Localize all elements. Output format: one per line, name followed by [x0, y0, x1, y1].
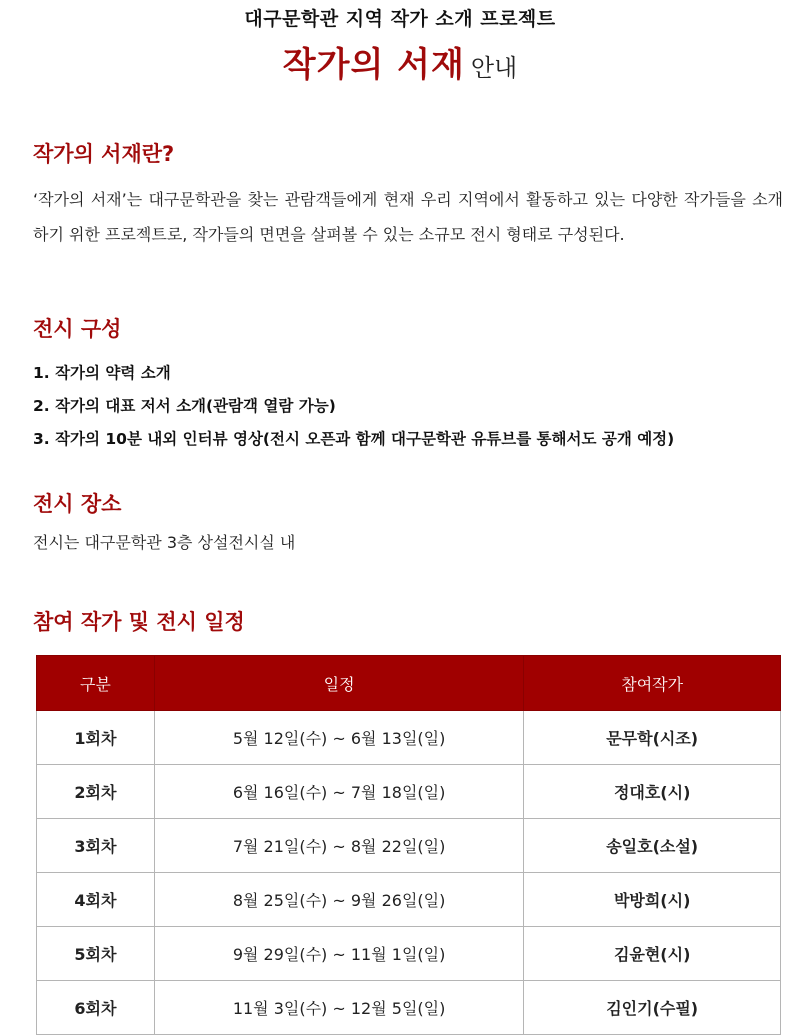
author-cell: 문무학(시조) — [524, 711, 781, 765]
round-cell: 5회차 — [37, 927, 155, 981]
page-title-suffix: 안내 — [470, 54, 518, 82]
table-row — [37, 819, 781, 873]
author-cell: 송일호(소설) — [524, 819, 781, 873]
period-cell: 9월 29일(수) ~ 11월 1일(일) — [154, 927, 523, 981]
table-row — [37, 711, 781, 765]
period-cell: 11월 3일(수) ~ 12월 5일(일) — [154, 981, 523, 1035]
composition-section — [33, 313, 783, 456]
period-cell: 6월 16일(수) ~ 7월 18일(일) — [154, 765, 523, 819]
composition-list — [33, 357, 783, 456]
project-subtitle: 대구문학관 지역 작가 소개 프로젝트 — [244, 8, 556, 30]
venue-body: 전시는 대구문학관 3층 상설전시실 내 — [33, 533, 296, 552]
table-row — [37, 873, 781, 927]
about-body: ‘작가의 서재’는 대구문학관을 찾는 관람객들에게 현재 우리 지역에서 활동하고 있는 다양한 작가들을 소개하기 위한 프로젝트로, 작가들의 면면을 살펴볼 수 있는 소규모 전시 형태로 구성된다. — [33, 190, 783, 244]
round-cell: 3회차 — [37, 819, 155, 873]
composition-heading: 전시 구성 — [33, 317, 122, 341]
author-cell: 정대호(시) — [524, 765, 781, 819]
about-section — [33, 138, 783, 252]
author-cell: 박방희(시) — [524, 873, 781, 927]
column-header-author: 참여작가 — [524, 656, 781, 711]
page-title: 작가의 서재 — [282, 45, 465, 85]
table-header-row — [37, 656, 781, 711]
period-cell: 8월 25일(수) ~ 9월 26일(일) — [154, 873, 523, 927]
author-cell: 김인기(수필) — [524, 981, 781, 1035]
list-item: 2. 작가의 대표 저서 소개(관람객 열람 가능) — [33, 397, 336, 415]
column-header-period: 일정 — [154, 656, 523, 711]
document-header — [0, 0, 800, 86]
round-cell: 2회차 — [37, 765, 155, 819]
column-header-round: 구분 — [37, 656, 155, 711]
round-cell: 4회차 — [37, 873, 155, 927]
schedule-heading: 참여 작가 및 전시 일정 — [33, 610, 245, 634]
table-row — [37, 927, 781, 981]
period-cell: 7월 21일(수) ~ 8월 22일(일) — [154, 819, 523, 873]
venue-heading: 전시 장소 — [33, 492, 122, 516]
venue-section — [33, 488, 783, 553]
round-cell: 6회차 — [37, 981, 155, 1035]
schedule-section — [33, 606, 783, 636]
round-cell: 1회차 — [37, 711, 155, 765]
list-item: 3. 작가의 10분 내외 인터뷰 영상(전시 오픈과 함께 대구문학관 유튜브를 통해서도 공개 예정) — [33, 430, 675, 448]
table-row — [37, 981, 781, 1035]
author-cell: 김윤현(시) — [524, 927, 781, 981]
period-cell: 5월 12일(수) ~ 6월 13일(일) — [154, 711, 523, 765]
list-item: 1. 작가의 약력 소개 — [33, 364, 171, 382]
title-row — [0, 37, 800, 86]
table-row — [37, 765, 781, 819]
about-heading: 작가의 서재란? — [33, 142, 175, 166]
schedule-table — [36, 655, 781, 1035]
